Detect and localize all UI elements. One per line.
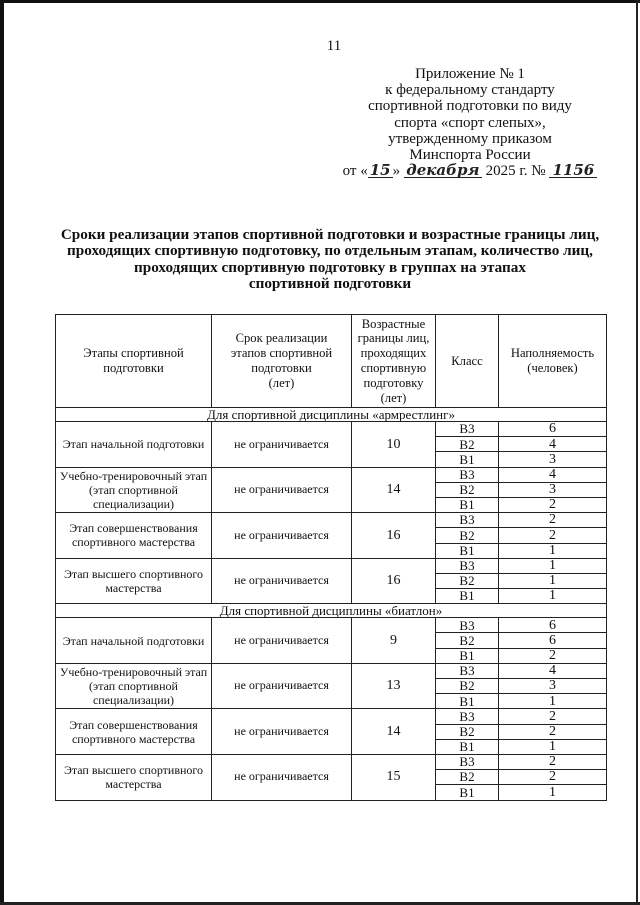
- stage-name-cell: Этап совершенствования спортивного мастерства: [56, 709, 212, 755]
- class-cell: В2: [436, 724, 499, 739]
- class-cell: В1: [436, 739, 499, 754]
- handwritten-order-number: 1156: [549, 163, 597, 178]
- class-cell: В1: [436, 589, 499, 604]
- fill-count-cell: 2: [499, 770, 607, 785]
- age-cell: 10: [352, 422, 436, 468]
- fill-count-cell: 2: [499, 528, 607, 543]
- table-row: [56, 754, 607, 769]
- class-cell: В2: [436, 573, 499, 588]
- fill-count-cell: 3: [499, 482, 607, 497]
- fill-count-cell: 1: [499, 543, 607, 558]
- fill-count-cell: 3: [499, 452, 607, 467]
- age-cell: 15: [352, 754, 436, 800]
- class-cell: В3: [436, 467, 499, 482]
- class-cell: В3: [436, 422, 499, 437]
- table-row: [56, 709, 607, 724]
- appendix-line: Минспорта России: [409, 147, 531, 164]
- scan-border-top: [0, 0, 640, 3]
- appendix-line: спортивной подготовки по виду: [368, 98, 572, 115]
- age-cell: 9: [352, 618, 436, 664]
- age-cell: 14: [352, 467, 436, 513]
- table-row: [56, 618, 607, 633]
- class-cell: В2: [436, 770, 499, 785]
- class-cell: В1: [436, 452, 499, 467]
- class-cell: В2: [436, 437, 499, 452]
- title-line: Сроки реализации этапов спортивной подготовки и возрастные границы лиц,: [60, 226, 600, 243]
- fill-count-cell: 1: [499, 573, 607, 588]
- fill-count-cell: 1: [499, 589, 607, 604]
- term-cell: не ограничивается: [212, 754, 352, 800]
- table-header-row: [56, 315, 607, 408]
- appendix-line: утвержденному приказом: [388, 130, 552, 147]
- title-line: проходящих спортивную подготовку, по отдельным этапам, количество лиц,: [67, 242, 593, 260]
- term-cell: не ограничивается: [212, 709, 352, 755]
- term-cell: не ограничивается: [212, 467, 352, 513]
- fill-count-cell: 6: [499, 633, 607, 648]
- fill-count-cell: 2: [499, 648, 607, 663]
- stage-name-cell: Этап начальной подготовки: [56, 618, 212, 664]
- scan-border-right: [636, 0, 638, 905]
- stage-name-cell: Этап высшего спортивного мастерства: [56, 558, 212, 604]
- fill-count-cell: 2: [499, 513, 607, 528]
- class-cell: В3: [436, 754, 499, 769]
- fill-count-cell: 4: [499, 467, 607, 482]
- fill-count-cell: 2: [499, 724, 607, 739]
- fill-count-cell: 4: [499, 437, 607, 452]
- stage-name-cell: Этап начальной подготовки: [56, 422, 212, 468]
- class-cell: В1: [436, 497, 499, 512]
- header-age: Возрастные границы лиц, проходящих спортивную подготовку (лет): [352, 315, 436, 408]
- class-cell: В1: [436, 694, 499, 709]
- appendix-line: спорта «спорт слепых»,: [394, 114, 546, 131]
- fill-count-cell: 1: [499, 694, 607, 709]
- class-cell: В2: [436, 482, 499, 497]
- class-cell: В2: [436, 633, 499, 648]
- stage-name-cell: Учебно-тренировочный этап (этап спортивной специализации): [56, 467, 212, 513]
- scan-border-left: [0, 0, 4, 905]
- fill-count-cell: 2: [499, 497, 607, 512]
- title-line: спортивной подготовки: [248, 275, 412, 293]
- order-prefix: от «: [342, 163, 368, 180]
- stage-name-cell: Учебно-тренировочный этап (этап спортивной специализации): [56, 663, 212, 709]
- table-row: [56, 513, 607, 528]
- age-cell: 13: [352, 663, 436, 709]
- fill-count-cell: 6: [499, 618, 607, 633]
- appendix-line: Приложение № 1: [415, 66, 525, 82]
- header-stage: Этапы спортивной подготовки: [56, 315, 212, 408]
- header-class: Класс: [436, 315, 499, 408]
- fill-count-cell: 3: [499, 679, 607, 694]
- header-term: Срок реализации этапов спортивной подготовки (лет): [212, 315, 352, 408]
- fill-count-cell: 1: [499, 558, 607, 573]
- table-row: [56, 558, 607, 573]
- stage-name-cell: Этап совершенствования спортивного мастерства: [56, 513, 212, 559]
- class-cell: В1: [436, 543, 499, 558]
- section-title: Для спортивной дисциплины «биатлон»: [56, 604, 607, 618]
- table-row: [56, 422, 607, 437]
- term-cell: не ограничивается: [212, 513, 352, 559]
- class-cell: В1: [436, 648, 499, 663]
- fill-count-cell: 1: [499, 739, 607, 754]
- fill-count-cell: 4: [499, 663, 607, 678]
- class-cell: В3: [436, 558, 499, 573]
- title-line: проходящих спортивную подготовку в группах на этапах: [134, 258, 526, 276]
- order-date-line: [330, 163, 610, 179]
- table-row: [56, 663, 607, 678]
- page-number: 11: [326, 38, 342, 54]
- appendix-header: [330, 66, 610, 179]
- fill-count-cell: 2: [499, 754, 607, 769]
- appendix-line: к федеральному стандарту: [385, 82, 555, 99]
- term-cell: не ограничивается: [212, 663, 352, 709]
- section-row: [56, 408, 607, 422]
- fill-count-cell: 2: [499, 709, 607, 724]
- class-cell: В3: [436, 513, 499, 528]
- class-cell: В1: [436, 785, 499, 800]
- class-cell: В3: [436, 709, 499, 724]
- term-cell: не ограничивается: [212, 558, 352, 604]
- class-cell: В3: [436, 618, 499, 633]
- document-title: [40, 227, 620, 293]
- fill-count-cell: 6: [499, 422, 607, 437]
- age-cell: 14: [352, 709, 436, 755]
- order-year: 2025 г. №: [485, 163, 546, 180]
- order-day-suffix: »: [392, 163, 401, 180]
- handwritten-day: 15: [369, 161, 391, 180]
- age-cell: 16: [352, 558, 436, 604]
- class-cell: В2: [436, 679, 499, 694]
- handwritten-month: декабря: [404, 163, 482, 178]
- class-cell: В2: [436, 528, 499, 543]
- section-row: [56, 604, 607, 618]
- section-title: Для спортивной дисциплины «армрестлинг»: [56, 408, 607, 422]
- fill-count-cell: 1: [499, 785, 607, 800]
- class-cell: В3: [436, 663, 499, 678]
- age-cell: 16: [352, 513, 436, 559]
- table-row: [56, 467, 607, 482]
- header-fill: Наполняемость (человек): [499, 315, 607, 408]
- term-cell: не ограничивается: [212, 422, 352, 468]
- training-stages-table: [55, 314, 607, 801]
- term-cell: не ограничивается: [212, 618, 352, 664]
- stage-name-cell: Этап высшего спортивного мастерства: [56, 754, 212, 800]
